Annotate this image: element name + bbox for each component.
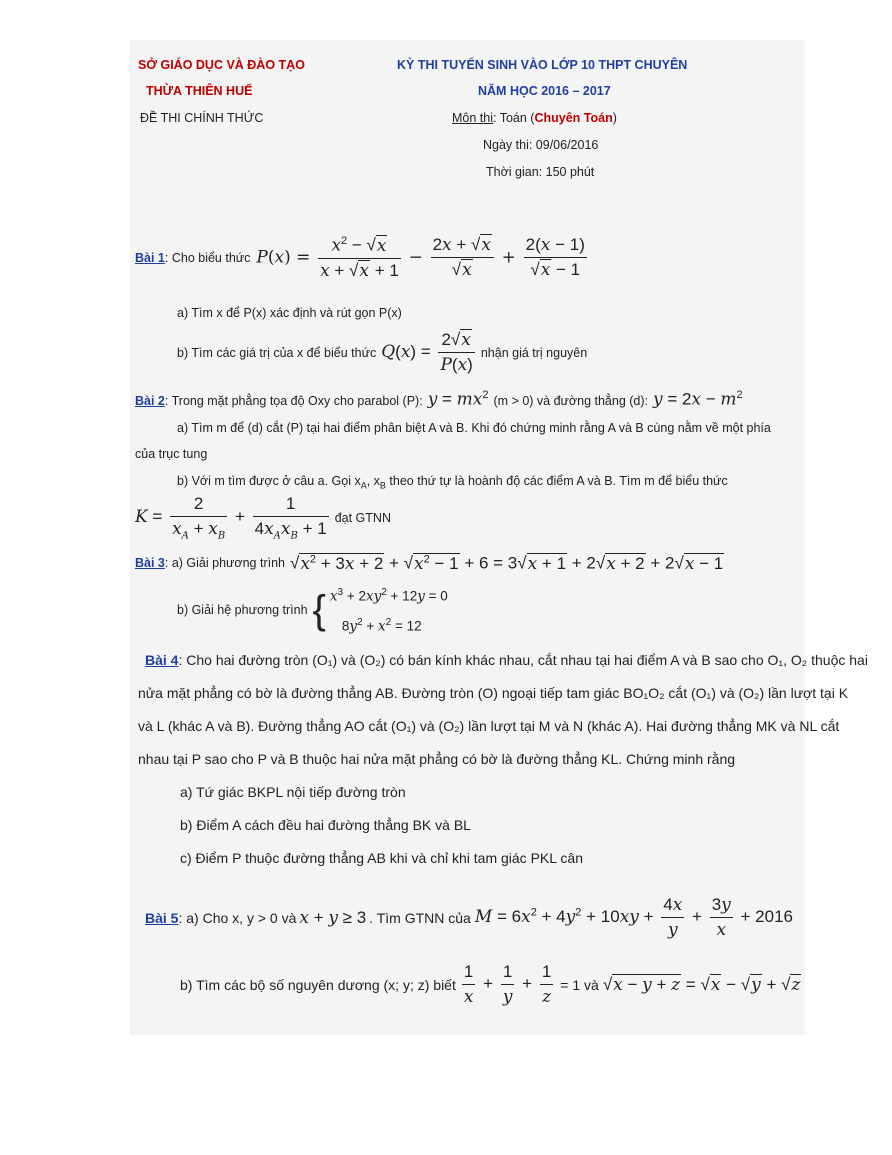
bai3-b-text: b) Giải hệ phương trình (177, 602, 308, 617)
header-province: THỪA THIÊN HUẾ (146, 84, 253, 98)
bai2-b-rest: theo thứ tự là hoành độ các điểm A và B. Tìm m để biểu thức (389, 474, 728, 488)
bai5-b-pre: b) Tìm các bộ số nguyên dương (x; y; z) biết (180, 976, 456, 993)
bai4-label: Bài 4 (145, 652, 179, 668)
bai5-part-b: b) Tìm các bộ số nguyên dương (x; y; z) biết $\frac{1}{x}$ + $\frac{1}{y}$ + $\frac{1}{z}$ = 1 và √x − y + z = √x − √y + √z (180, 962, 801, 1007)
bai5-label: Bài 5 (145, 909, 179, 926)
bai4-line1 (145, 645, 868, 676)
bai1-intro: : Cho biểu thức (164, 250, 251, 265)
bai1-label: Bài 1 (135, 250, 165, 265)
header-exam-title: KỲ THI TUYỂN SINH VÀO LỚP 10 THPT CHUYÊN (397, 58, 688, 72)
bai4-line2: nửa mặt phẳng có bờ là đường thẳng AB. Đường tròn (O) ngoại tiếp tam giác BO₁O₂ cắt (O₁) và (O₂) lần lượt tại K (138, 685, 849, 701)
bai5-a-mid: . Tìm GTNN của (369, 909, 471, 926)
bai1-part-b: b) Tìm các giá trị của x để biểu thức Q(x) = $\frac{2√x}{P(x)}$ nhận giá trị nguyên (177, 330, 588, 375)
bai5-b-mid: = 1 và (560, 976, 599, 993)
bai4-part-a: a) Tứ giác BKPL nội tiếp đường tròn (180, 784, 406, 800)
bai5-a-pre: : a) Cho x, y > 0 và (178, 909, 297, 926)
bai2-intro: : Trong mặt phẳng tọa độ Oxy cho parabol (P): (164, 393, 423, 408)
bai3-part-a: Bài 3: a) Giải phương trình $√x^2 + 3x + 2 + √x^2 - 1 + 6 = 3√x + 1 + 2√x + 2 + 2√x - 1$ (135, 553, 724, 574)
header-subject (452, 111, 617, 125)
bai2-cond: (m > 0) và đường thẳng (d): (493, 393, 648, 408)
bai3-part-b: b) Giải hệ phương trình { $x^3 + 2xy^2 + 12y = 0$ $8y^2 + x^2 = 12$ (177, 587, 448, 634)
bai2-label: Bài 2 (135, 393, 165, 408)
bai2-formula-k: K = $\frac{2}{x_A + x_B}$ + $\frac{1}{4x_Ax_B + 1}$ đạt GTNN (135, 494, 391, 542)
bai1-part-a: a) Tìm x để P(x) xác định và rút gọn P(x) (177, 306, 402, 320)
header-school-year: NĂM HỌC 2016 – 2017 (478, 84, 611, 98)
header-department: SỞ GIÁO DỤC VÀ ĐÀO TẠO (138, 58, 305, 72)
subject-close: ) (612, 111, 617, 125)
subject-value: : Toán ( (493, 111, 535, 125)
bai1-b-pre: b) Tìm các giá trị của x để biểu thức (177, 345, 377, 360)
header-duration: Thời gian: 150 phút (486, 165, 595, 179)
bai2-b-text: b) Với m tìm được ở câu a. Gọi x (177, 474, 361, 488)
subject-special: Chuyên Toán (534, 111, 613, 125)
bai4-line4: nhau tại P sao cho P và B thuộc hai nửa mặt phẳng có bờ là đường thẳng KL. Chứng minh rằng (138, 751, 736, 767)
bai4-line3: và L (khác A và B). Đường thẳng AO cắt (O₁) và (O₂) lần lượt tại M và N (khác A). Hai đường thẳng MK và NL cắt (138, 718, 840, 734)
header-official: ĐỀ THI CHÍNH THỨC (140, 111, 264, 125)
bai2-part-a-line2: của trục tung (135, 447, 208, 461)
bai4-line1-text: : Cho hai đường tròn (O₁) và (O₂) có bán kính khác nhau, cắt nhau tại hai điểm A và B sao cho O₁, O₂ thuộc hai (178, 652, 868, 668)
bai3-label: Bài 3 (135, 556, 165, 571)
bai4-part-c: c) Điểm P thuộc đường thẳng AB khi và chỉ khi tam giác PKL cân (180, 850, 583, 866)
bai5-part-a: Bài 5: a) Cho x, y > 0 và x + y ≥ 3 . Tìm GTNN của $M = 6x^2 + 4y^2 + 10xy$ + $\frac{4x}{y}$ + $\frac{3y}{x}$ + 2016 (145, 895, 793, 940)
bai2-statement: Bài 2: Trong mặt phẳng tọa độ Oxy cho parabol (P): $y = mx^2$ (m > 0) và đường thẳng (d): $y = 2x - m^2$ (135, 389, 743, 410)
bai1-formula: P(x) = $\frac{x^2 - √x}{x + √x + 1}$ − $\frac{2x + √x}{√x}$ + $\frac{2(x - 1)}{√x - 1}$ (256, 235, 585, 281)
bai1-statement (135, 235, 590, 281)
bai3-a-text: : a) Giải phương trình (164, 556, 285, 571)
subject-label: Môn thi (452, 111, 493, 125)
bai2-part-a-line1: a) Tìm m để (d) cắt (P) tại hai điểm phân biệt A và B. Khi đó chứng minh rằng A và B cùng nằm về một phía (177, 421, 771, 435)
bai4-part-b: b) Điểm A cách đều hai đường thẳng BK và BL (180, 817, 471, 833)
bai1-b-post: nhận giá trị nguyên (480, 345, 588, 360)
header-exam-date: Ngày thi: 09/06/2016 (483, 138, 599, 152)
bai2-part-b-line1: b) Với m tìm được ở câu a. Gọi $x_A$, $x_B$ theo thứ tự là hoành độ các điểm A và B. Tìm m để biểu thức (177, 474, 728, 491)
bai2-b-end: đạt GTNN (334, 510, 391, 525)
